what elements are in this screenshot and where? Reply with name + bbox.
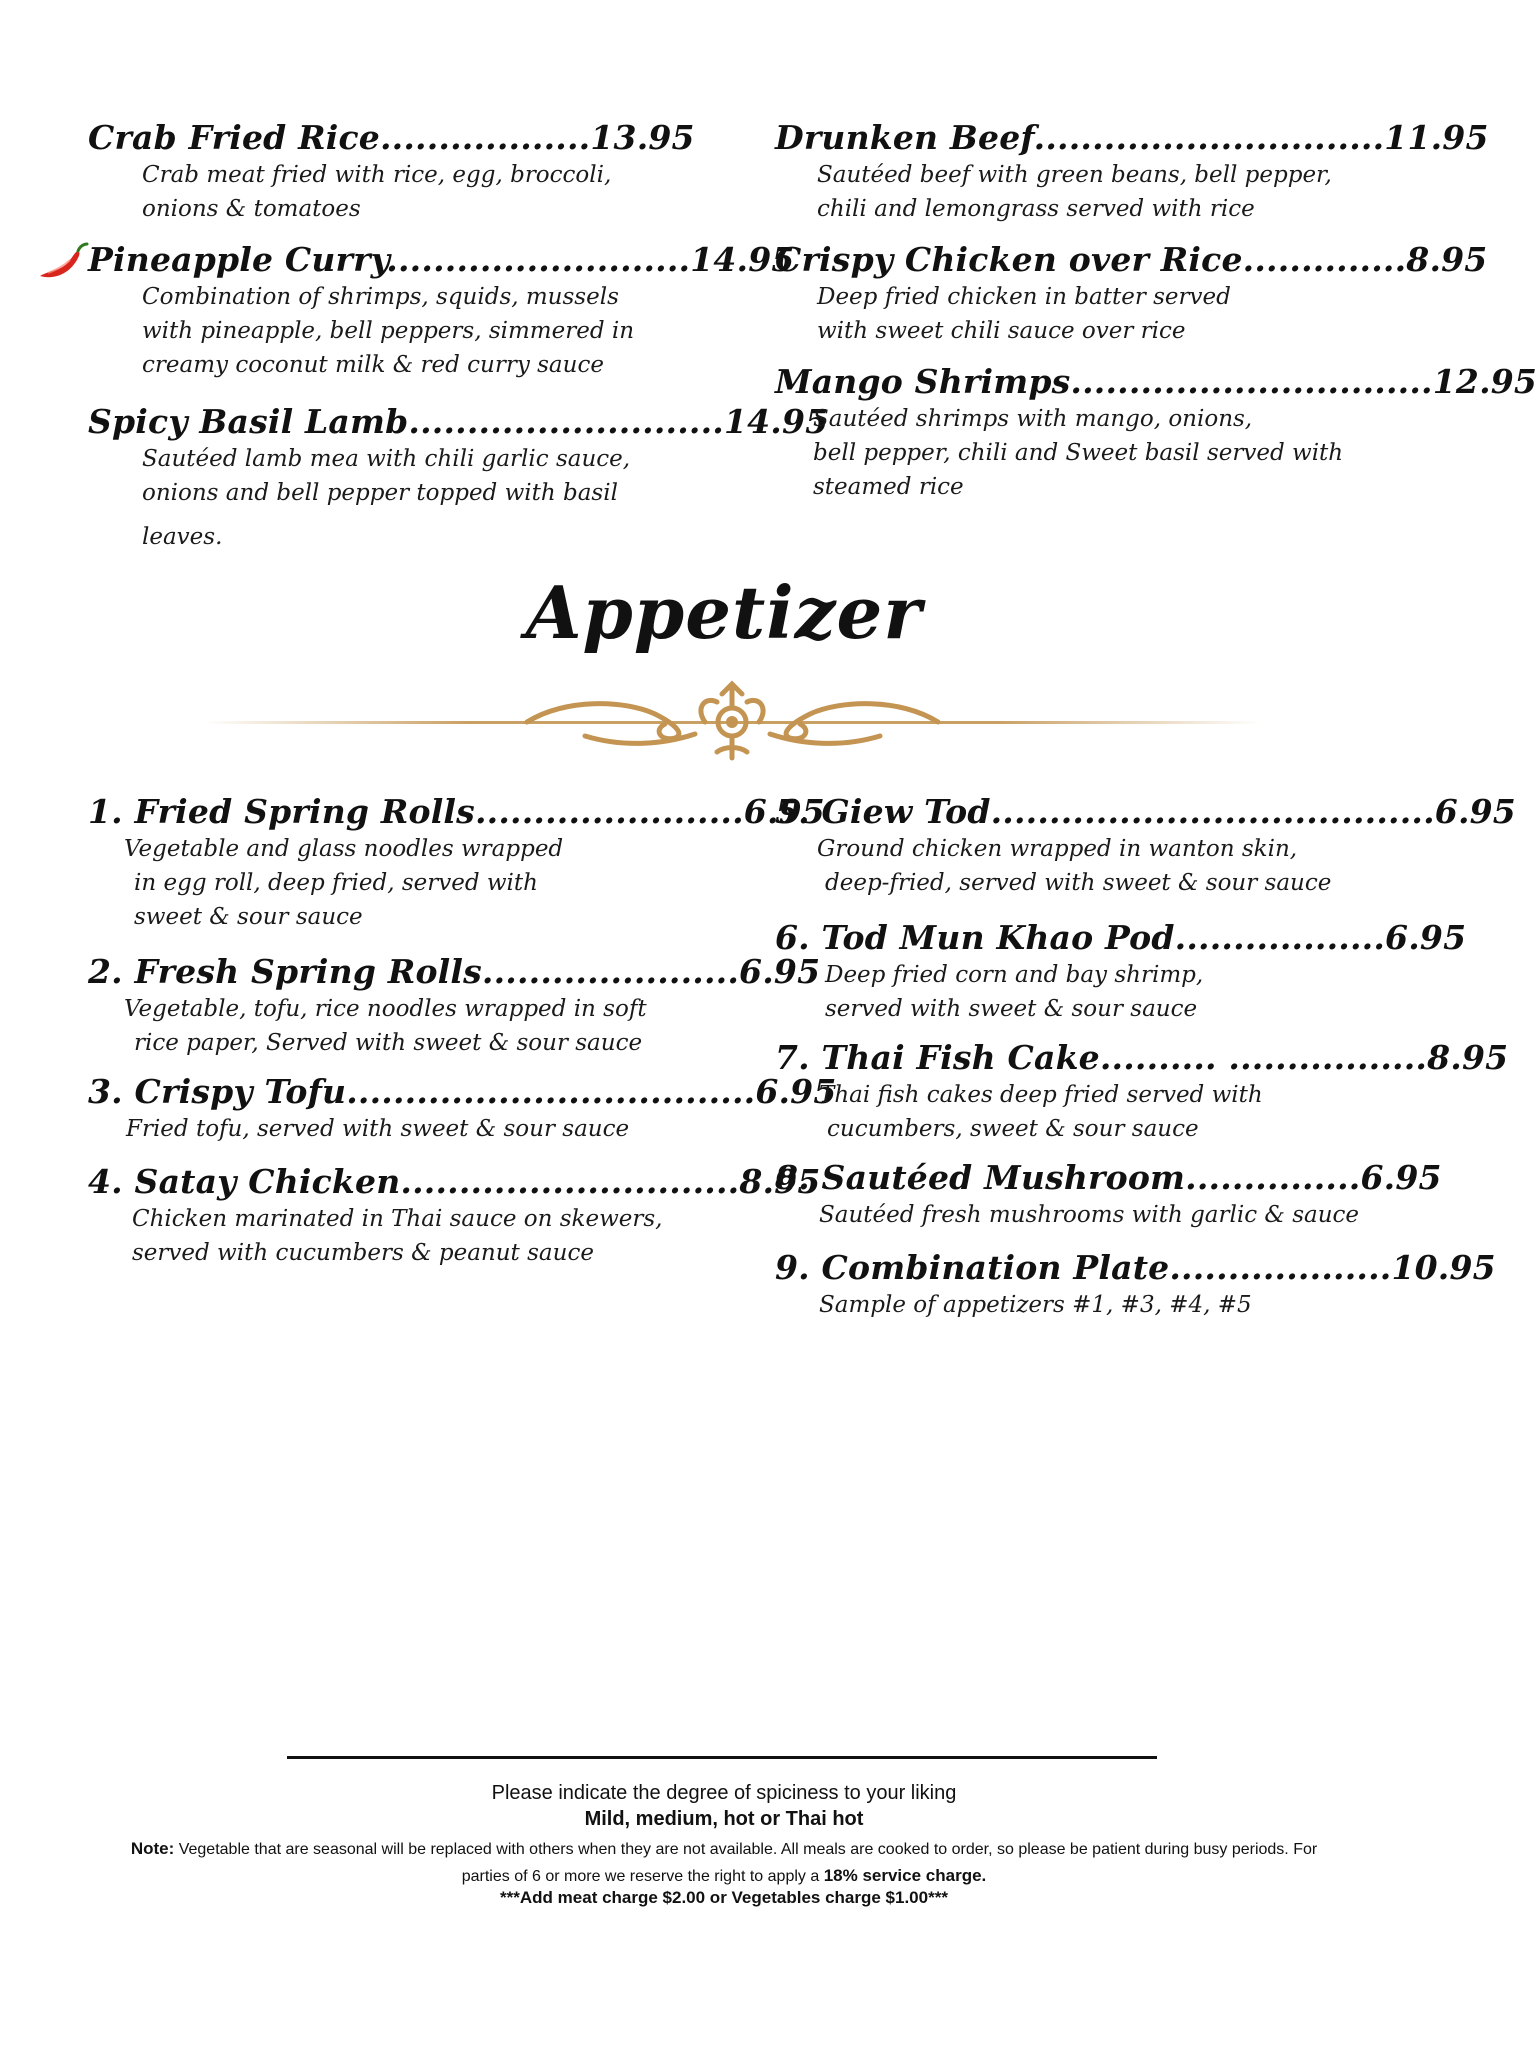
item-title: Crab Fried Rice..................13.95 [88, 118, 695, 157]
note-text-2: parties of 6 or more we reserve the right to apply a [461, 1868, 820, 1885]
appetizer-item-9 [775, 1248, 1496, 1322]
menu-item-crispy-chicken-over-rice [775, 240, 1487, 348]
item-description: Thai fish cakes deep fried served with cucumbers, sweet & sour sauce [819, 1082, 1263, 1142]
item-title: 9. Combination Plate...................10.95 [775, 1248, 1496, 1287]
spiciness-instruction: Please indicate the degree of spiciness to your liking [491, 1782, 957, 1804]
item-description: Combination of shrimps, squids, mussels with pineapple, bell peppers, simmered in creamy coconut milk & red curry sauce [142, 284, 635, 378]
note-text: Vegetable that are seasonal will be replaced with others when they are not available. All meals are cooked to order, so please be patient during busy periods. For [178, 1841, 1318, 1858]
appetizer-item-8 [775, 1158, 1442, 1232]
appetizer-item-4 [88, 1162, 821, 1270]
item-title: Crispy Chicken over Rice..............8.95 [775, 240, 1488, 279]
item-title: 7. Thai Fish Cake.......... .................8.95 [775, 1038, 1509, 1077]
section-heading-appetizer: Appetizer [525, 570, 923, 655]
item-title: Mango Shrimps...............................12.95 [775, 362, 1537, 401]
item-title: Drunken Beef..............................11.95 [775, 118, 1489, 157]
appetizer-item-5 [775, 792, 1516, 900]
item-description: Chicken marinated in Thai sauce on skewers, served with cucumbers & peanut sauce [132, 1206, 663, 1266]
extra-charge-note: ***Add meat charge $2.00 or Vegetables charge $1.00*** [500, 1888, 948, 1907]
appetizer-item-3 [88, 1072, 837, 1146]
menu-item-mango-shrimps [775, 362, 1537, 504]
appetizer-item-7 [775, 1038, 1508, 1146]
item-description: Crab meat fried with rice, egg, broccoli, onions & tomatoes [142, 162, 612, 222]
item-description: Vegetable and glass noodles wrapped in egg roll, deep fried, served with sweet & sour sauce [124, 836, 564, 930]
item-title: 2. Fresh Spring Rolls......................6.95 [88, 952, 821, 991]
item-title: 4. Satay Chicken.............................8.95 [88, 1162, 821, 1201]
spiciness-levels: Mild, medium, hot or Thai hot [584, 1808, 864, 1830]
item-description: Deep fried chicken in batter served with sweet chili sauce over rice [817, 284, 1231, 344]
item-description: Sautéed fresh mushrooms with garlic & sauce [819, 1202, 1360, 1228]
service-charge: 18% service charge. [823, 1866, 987, 1885]
menu-item-drunken-beef [775, 118, 1489, 226]
item-description: Sautéed beef with green beans, bell pepper, chili and lemongrass served with rice [817, 162, 1332, 222]
menu-item-spicy-basil-lamb [88, 402, 828, 554]
item-description: Sautéed shrimps with mango, onions, bell pepper, chili and Sweet basil served with steamed rice [813, 406, 1344, 500]
appetizer-item-2 [88, 952, 820, 1060]
appetizer-item-6 [775, 918, 1466, 1026]
item-title: 1. Fried Spring Rolls.......................6.95 [88, 792, 825, 831]
chili-pepper-icon [34, 240, 90, 284]
item-description: Vegetable, tofu, rice noodles wrapped in soft rice paper, Served with sweet & sour sauce [124, 996, 647, 1056]
item-title: Spicy Basil Lamb...........................14.95 [88, 402, 829, 441]
menu-item-crab-fried-rice [88, 118, 695, 226]
item-description: Fried tofu, served with sweet & sour sauce [126, 1116, 630, 1142]
ornament-divider-icon [205, 678, 1260, 766]
item-title: 5. Giew Tod......................................6.95 [775, 792, 1516, 831]
item-title: 8. Sautéed Mushroom...............6.95 [775, 1158, 1442, 1197]
appetizer-item-1 [88, 792, 825, 934]
footer-note [60, 1836, 1388, 1890]
menu-item-pineapple-curry [88, 240, 795, 382]
item-title: 3. Crispy Tofu...................................6.95 [88, 1072, 837, 1111]
item-title: Pineapple Curry..........................14.95 [88, 240, 795, 279]
item-description: Sautéed lamb mea with chili garlic sauce, onions and bell pepper topped with basil leaves. [142, 446, 631, 550]
item-description: Deep fried corn and bay shrimp, served with sweet & sour sauce [825, 962, 1204, 1022]
item-description: Ground chicken wrapped in wanton skin, deep-fried, served with sweet & sour sauce [817, 836, 1332, 896]
item-title: 6. Tod Mun Khao Pod..................6.95 [775, 918, 1467, 957]
footer-divider [287, 1756, 1157, 1759]
note-label: Note: [130, 1839, 175, 1858]
item-description: Sample of appetizers #1, #3, #4, #5 [819, 1292, 1252, 1318]
